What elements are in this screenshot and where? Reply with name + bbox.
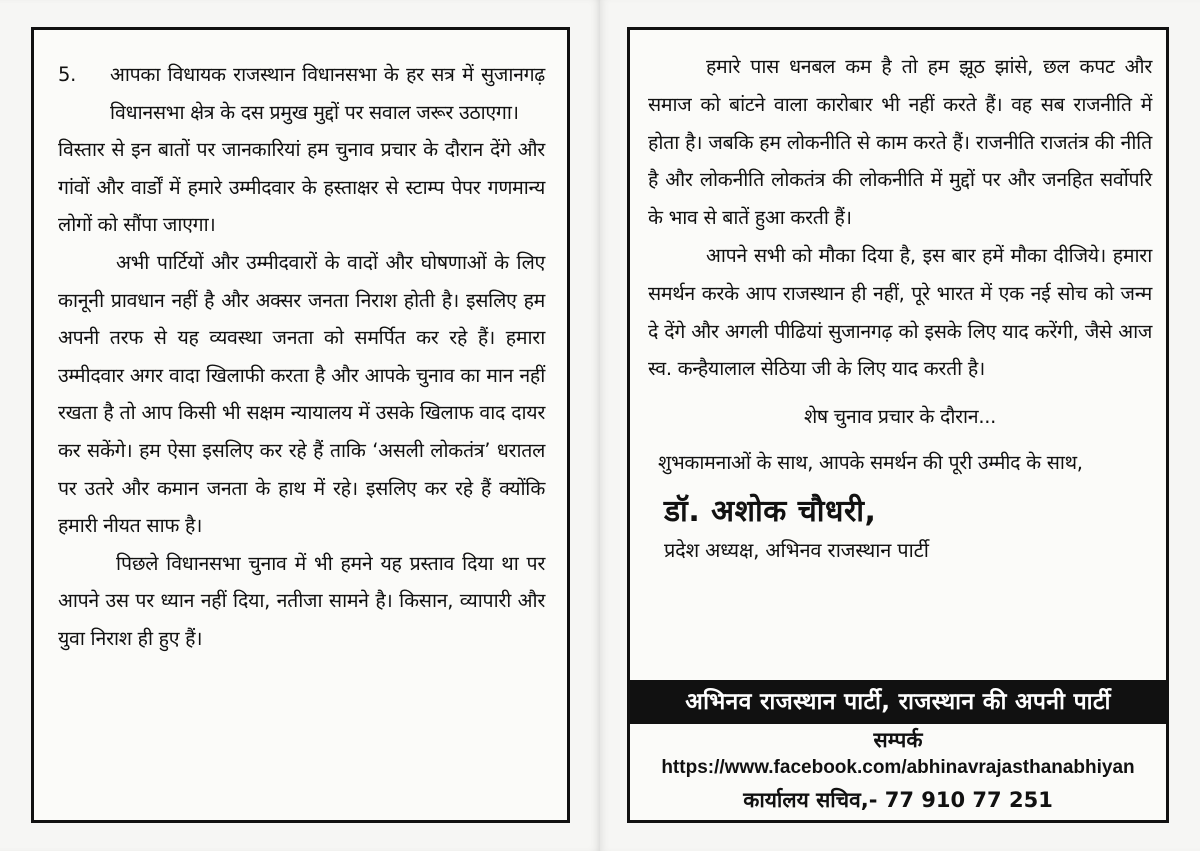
paragraph-details: विस्तार से इन बातों पर जानकारियां हम चुनाव प्रचार के दौरान देंगे और गांवों और वार्डों में हमारे उम्मीदवार के हस्ताक्षर से स्टाम्प पेपर गणमान्य लोगों को सौंपा जाएगा।: [58, 138, 545, 237]
contact-heading: सम्पर्क: [873, 728, 923, 752]
left-text-panel: [31, 27, 570, 823]
party-banner: अभिनव राजस्थान पार्टी, राजस्थान की अपनी पार्टी: [630, 680, 1166, 724]
point-text: आपका विधायक राजस्थान विधानसभा के हर सत्र में सुजानगढ़ विधानसभा क्षेत्र के दस प्रमुख मुद्दों पर सवाल जरूर उठाएगा।: [110, 63, 545, 124]
contact-phone: कार्यालय सचिव,- 77 910 77 251: [743, 788, 1053, 812]
point-number: 5.: [58, 63, 77, 86]
paragraph-opportunity: आपने सभी को मौका दिया है, इस बार हमें मौका दीजिये। हमारा समर्थन करके आप राजस्थान ही नहीं, पूरे भारत में एक नई सोच को जन्म दे देंगे और अगली पीढियां सुजानगढ़ को इसके लिए याद करेंगी, जैसे आज स्व. कन्हैयालाल सेठिया जी के लिए याद करती है।: [648, 243, 1152, 381]
point-item: [58, 56, 545, 131]
right-text-panel: [627, 27, 1169, 823]
paragraph-previous-election: पिछले विधानसभा चुनाव में भी हमने यह प्रस्ताव दिया था पर आपने उस पर ध्यान नहीं दिया, नतीजा सामने है। किसान, व्यापारी और युवा निराश ही हुए हैं।: [58, 551, 545, 650]
wishes-line: शुभकामनाओं के साथ, आपके समर्थन की पूरी उम्मीद के साथ,: [658, 451, 1083, 475]
signatory-title: प्रदेश अध्यक्ष, अभिनव राजस्थान पार्टी: [664, 538, 929, 563]
closing-line: शेष चुनाव प्रचार के दौरान...: [803, 405, 997, 429]
paragraph-promise: अभी पार्टियों और उम्मीदवारों के वादों और घोषणाओं के लिए कानूनी प्रावधान नहीं है और अक्सर जनता निराश होती है। इसलिए हम अपनी तरफ से यह व्यवस्था जनता को समर्पित कर रहे हैं। हमारा उम्मीदवार अगर वादा खिलाफी करता है और आपके चुनाव का मान नहीं रखता है तो आप किसी भी सक्षम न्यायालय में उसके खिलाफ वाद दायर कर सकेंगे। हम ऐसा इसलिए कर रहे हैं ताकि ‘असली लोकतंत्र’ धरातल पर उतरे और कमान जनता के हाथ में रहे। इसलिए कर रहे हैं क्योंकि हमारी नीयत साफ है।: [58, 250, 545, 538]
signatory-name: डॉ. अशोक चौधरी,: [664, 494, 877, 530]
paragraph-lokniti: हमारे पास धनबल कम है तो हम झूठ झांसे, छल कपट और समाज को बांटने वाला कारोबार भी नहीं करते हैं। वह सब राजनीति में होता है। जबकि हम लोकनीति से काम करते हैं। राजनीति राजतंत्र की नीति है और लोकनीति लोकतंत्र की लोकनीति में मुद्दों पर और जनहित सर्वोपरि के भाव से बातें हुआ करती हैं।: [648, 55, 1152, 230]
contact-url: https://www.facebook.com/abhinavrajasthanabhiyan: [661, 757, 1135, 778]
